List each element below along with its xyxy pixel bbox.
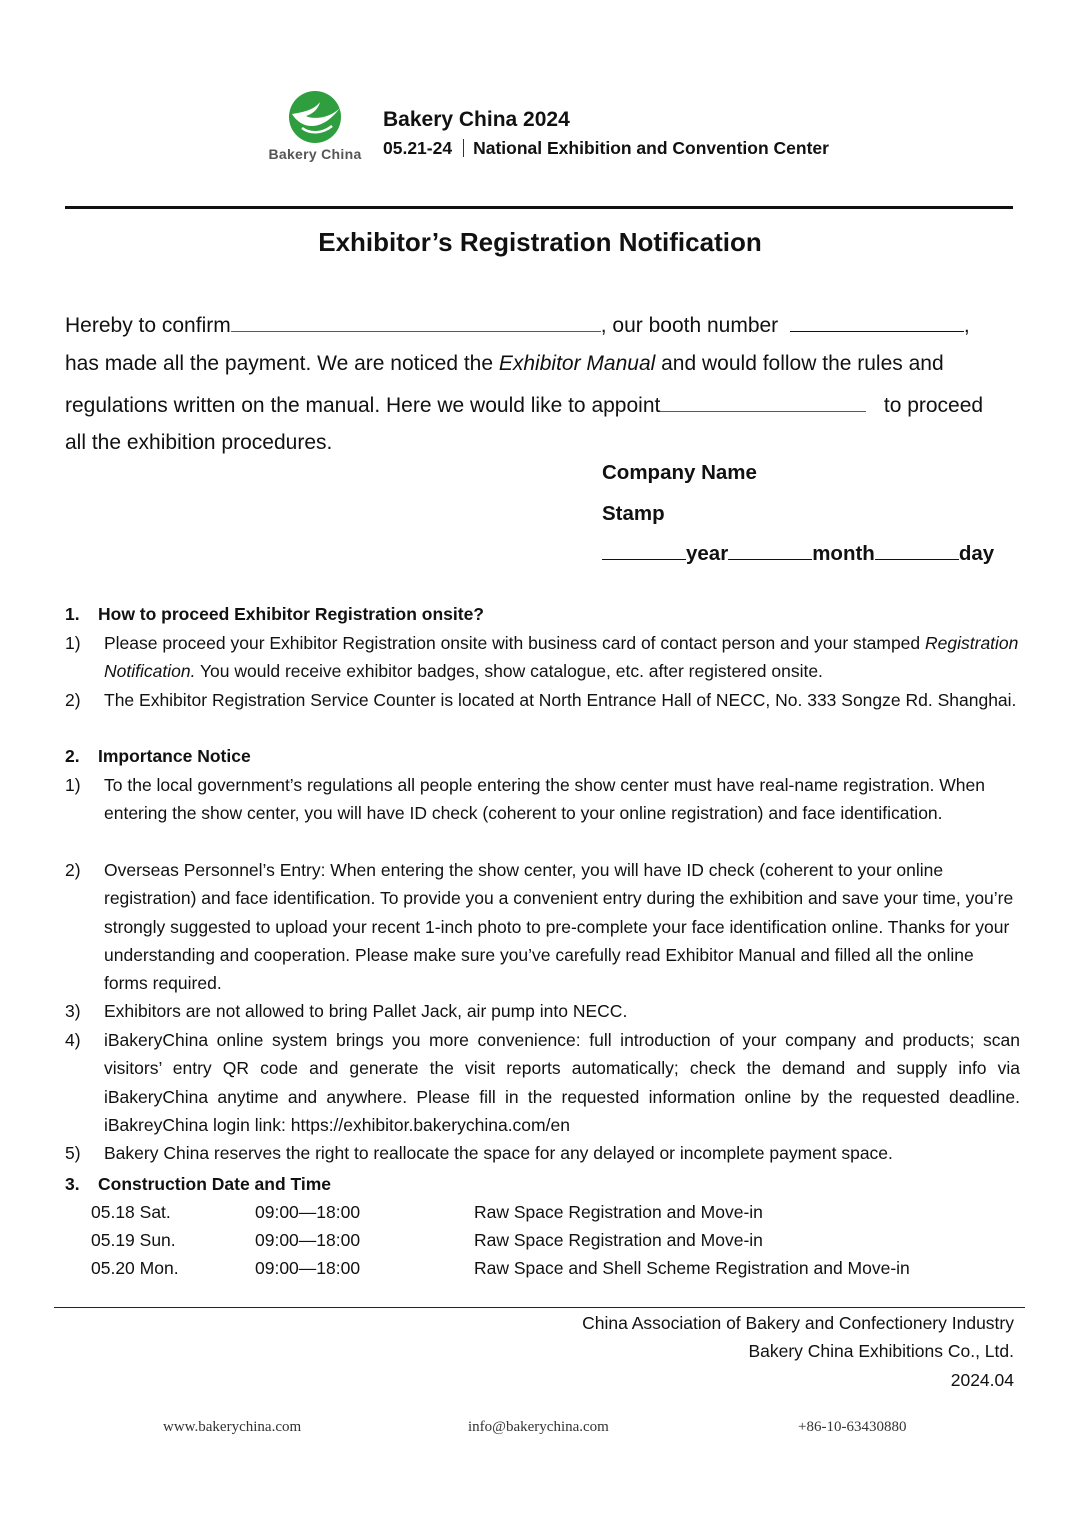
- organizer-date: 2024.04: [950, 1370, 1014, 1390]
- schedule-date: 05.20 Mon.: [91, 1258, 179, 1278]
- schedule-time: 09:00—18:00: [255, 1230, 361, 1250]
- appoint-text: regulations written on the manual. Here we would like to appoint: [65, 394, 661, 417]
- schedule-time: 09:00—18:00: [255, 1202, 361, 1222]
- organizer-company: Bakery China Exhibitions Co., Ltd.: [748, 1341, 1014, 1361]
- list-item: [65, 1026, 1020, 1139]
- appointee-blank-field[interactable]: [660, 391, 866, 412]
- section-title: Construction Date and Time: [98, 1174, 332, 1194]
- header-rule: [65, 206, 1013, 209]
- event-dates: 05.21-24: [383, 138, 453, 158]
- organizer-rule: [54, 1307, 1025, 1308]
- item-text: Exhibitors are not allowed to bring Pallet Jack, air pump into NECC.: [104, 1001, 628, 1021]
- item-number: 2): [65, 690, 81, 710]
- section-title: Importance Notice: [98, 746, 251, 766]
- company-blank-field[interactable]: [231, 311, 601, 332]
- list-item: [65, 771, 1020, 828]
- section-number: 3.: [65, 1174, 80, 1194]
- year-label: year: [686, 542, 729, 565]
- section-heading: [65, 1174, 331, 1195]
- section-heading: [65, 746, 251, 767]
- month-label: month: [812, 542, 875, 565]
- event-subtitle: [383, 138, 829, 159]
- document-title: Exhibitor’s Registration Notification: [318, 227, 762, 257]
- item-number: 1): [65, 633, 81, 653]
- item-text-part: You would receive exhibitor badges, show catalogue, etc. after registered onsite.: [195, 661, 823, 682]
- month-blank-field[interactable]: [728, 541, 812, 560]
- item-number: 1): [65, 775, 81, 795]
- footer-email[interactable]: info@bakerychina.com: [468, 1419, 609, 1435]
- item-number: 4): [65, 1030, 81, 1050]
- confirmation-line-4: all the exhibition procedures.: [65, 431, 333, 454]
- confirmation-line-1: [65, 311, 970, 339]
- comma-text: ,: [963, 314, 970, 337]
- exhibitor-manual-text: Exhibitor Manual: [498, 352, 656, 375]
- event-venue: National Exhibition and Convention Center: [473, 138, 829, 158]
- schedule-time: 09:00—18:00: [255, 1258, 361, 1278]
- payment-text: has made all the payment. We are noticed the: [65, 352, 499, 375]
- separator: [463, 139, 464, 157]
- section-number: 1.: [65, 604, 80, 624]
- list-item: [65, 629, 1020, 686]
- proceed-text: to proceed: [883, 394, 984, 417]
- section-heading: [65, 604, 484, 625]
- confirmation-line-3: [65, 391, 983, 419]
- schedule-date: 05.19 Sun.: [91, 1230, 176, 1250]
- item-number: 5): [65, 1143, 81, 1163]
- organizer-association: China Association of Bakery and Confectionery Industry: [582, 1313, 1014, 1333]
- day-label: day: [958, 542, 995, 565]
- item-text: Overseas Personnel’s Entry: When entering the show center, you will have ID check (coherent to your online registration) and face identification. To provide you a convenient entry during the exhibition and save your time, you’re strongly suggested to upload your recent 1-inch photo to pre-complete your face identification online. Thanks for your understanding and cooperation. Please make sure you’ve carefully read Exhibitor Manual and filled all the online forms required.: [104, 860, 1014, 994]
- item-text: To the local government’s regulations all people entering the show center must have real-name registration. When entering the show center, you will have ID check (coherent to your online registration) and face identification.: [104, 775, 985, 824]
- item-text-part: Please proceed your Exhibitor Registration onsite with business card of contact person and your stamped: [104, 633, 926, 653]
- footer-phone: +86-10-63430880: [798, 1419, 907, 1435]
- section-title: How to proceed Exhibitor Registration onsite?: [98, 604, 484, 624]
- rules-text: and would follow the rules and: [655, 352, 944, 375]
- event-title: Bakery China 2024: [383, 108, 570, 131]
- schedule-activity: Raw Space Registration and Move-in: [474, 1230, 763, 1250]
- schedule-activity: Raw Space and Shell Scheme Registration and Move-in: [474, 1258, 910, 1278]
- item-text: The Exhibitor Registration Service Counter is located at North Entrance Hall of NECC, No. 333 Songze Rd. Shanghai.: [104, 690, 1017, 710]
- item-number: 3): [65, 1001, 81, 1021]
- confirm-text: Hereby to confirm: [65, 314, 231, 337]
- schedule-date: 05.18 Sat.: [91, 1202, 171, 1222]
- list-item: [65, 1139, 1020, 1167]
- footer-website[interactable]: www.bakerychina.com: [163, 1419, 302, 1435]
- item-number: 2): [65, 860, 81, 880]
- year-blank-field[interactable]: [602, 541, 686, 560]
- schedule-activity: Raw Space Registration and Move-in: [474, 1202, 763, 1222]
- logo-text: Bakery China: [268, 146, 362, 162]
- day-blank-field[interactable]: [875, 541, 959, 560]
- company-name-label: Company Name: [602, 461, 757, 484]
- item-text: Bakery China reserves the right to reallocate the space for any delayed or incomplete payment space.: [104, 1143, 893, 1163]
- confirmation-line-2: [65, 351, 944, 377]
- item-text: [104, 629, 1020, 686]
- list-item: [65, 856, 1020, 997]
- booth-number-blank-field[interactable]: [790, 311, 964, 332]
- list-item: [65, 997, 1020, 1025]
- registration-notification-text: Registration Notification.: [104, 633, 1019, 682]
- list-item: [65, 686, 1020, 714]
- date-line: [602, 541, 994, 566]
- stamp-label: Stamp: [602, 502, 665, 525]
- section-number: 2.: [65, 746, 80, 766]
- booth-text: , our booth number: [600, 314, 779, 337]
- item-text: iBakeryChina online system brings you more convenience: full introduction of your company and products; scan visitors’ entry QR code and generate the visit reports automatically; check the demand and supply info via iBakeryChina anytime and anywhere. Please fill in the requested information online by the requested deadline. iBakreyChina login link: https://exhibitor.bakerychina.com/en: [104, 1030, 1020, 1135]
